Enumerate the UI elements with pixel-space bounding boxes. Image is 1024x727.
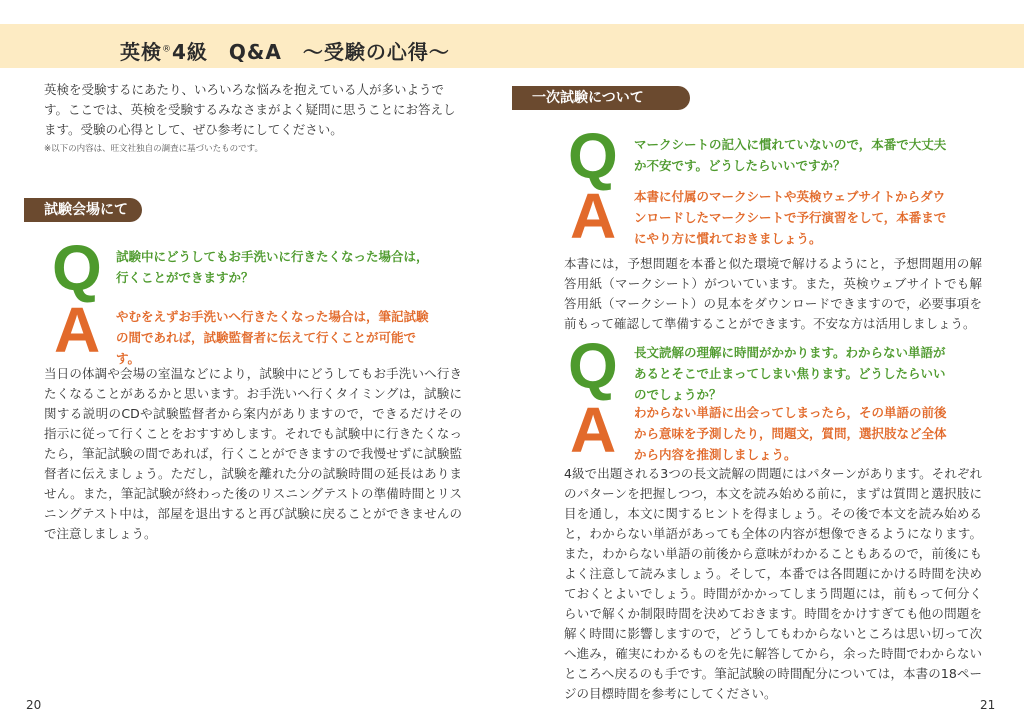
body-text: 当日の体調や会場の室温などにより，試験中にどうしてもお手洗いへ行きたくなることがあるかと思います。お手洗いへ行くタイミングは，試験に関する説明のCDや試験監督者から案内がありますので，できるだけその指示に従って行くことをおすすめします。それでも試験中に行きたくなったら，筆記試験の間であれば，行くことができますので我慢せずに試験監督者に伝えましょう。ただし，試験を離れた分の試験時間の延長はありません。また，筆記試験が終わった後のリスニングテストの準備時間とリスニングテスト中は，部屋を退出すると再び試験に戻ることができませんので注意しましょう。 <box>44 366 462 541</box>
page-number-left: 20 <box>26 698 42 712</box>
title-main: 英検 <box>120 40 162 64</box>
section-label-first-exam: 一次試験について <box>512 86 690 110</box>
registered-mark: ® <box>162 44 172 55</box>
intro-block <box>44 80 464 156</box>
q-letter-icon: Q <box>52 232 102 304</box>
page-number-right: 21 <box>980 698 996 712</box>
q-letter-icon: Q <box>568 120 618 192</box>
answer-text: やむをえずお手洗いへ行きたくなった場合は，筆記試験の間であれば，試験監督者に伝えて行くことが可能です。 <box>116 309 429 366</box>
a-letter-icon: A <box>570 394 617 466</box>
section-label-venue: 試験会場にて <box>24 198 142 222</box>
intro-note: ※以下の内容は、旺文社独自の調査に基づいたものです。 <box>44 144 263 154</box>
answer-text: 本書に付属のマークシートや英検ウェブサイトからダウンロードしたマークシートで予行演習をして，本番までにやり方に慣れておきましょう。 <box>634 189 947 246</box>
intro-text: 英検を受験するにあたり、いろいろな悩みを抱えている人が多いようです。ここでは、英検を受験するみなさまがよく疑問に思うことにお答えします。受験の心得として、ぜひ参考にしてください。 <box>44 82 456 137</box>
title-rest: 4級 Q&A ～受験の心得～ <box>172 40 450 64</box>
question-text: 試験中にどうしてもお手洗いに行きたくなった場合は，行くことができますか？ <box>116 249 429 285</box>
a-letter-icon: A <box>54 294 101 366</box>
a-letter-icon: A <box>570 180 617 252</box>
body-text: 本書には，予想問題を本番と似た環境で解けるようにと，予想問題用の解答用紙（マークシート）がついています。また，英検ウェブサイトでも解答用紙（マークシート）の見本をダウンロードできますので，必要事項を前もって確認して準備することができます。不安な方は活用しましょう。 <box>564 256 982 331</box>
q-letter-icon: Q <box>568 330 618 402</box>
answer-text: わからない単語に出会ってしまったら，その単語の前後から意味を予測したり，問題文，質問，選択肢など全体から内容を推測しましょう。 <box>634 405 947 462</box>
page-title <box>120 36 450 65</box>
question-text: マークシートの記入に慣れていないので，本番で大丈夫か不安です。どうしたらいいですか？ <box>634 137 947 173</box>
question-text: 長文読解の理解に時間がかかります。わからない単語があるとそこで止まってしまい焦ります。どうしたらいいのでしょうか？ <box>634 345 946 402</box>
body-text: 4級で出題される3つの長文読解の問題にはパターンがあります。それぞれのパターンを把握しつつ，本文を読み始める前に，まずは質問と選択肢に目を通し，本文に関するヒントを得ましょう。その後で本文を読み始めると，わからない単語があっても全体の内容が想像できるようになります。また，わからない単語の前後から意味がわかることもあるので，前後にもよく注意して読みましょう。そして，本番では各問題にかける時間を決めておくとよいでしょう。時間がかかってしまう問題には，前もって何分くらいで解くか制限時間を決めておきます。時間をかけすぎても他の問題を解く時間に影響しますので，どうしてもわからないところは思い切って次へ進み，確実にわかるものを先に解答してから，余った時間でわからないところへ戻るのも手です。筆記試験の時間配分については，本書の18ページの目標時間を参考にしてください。 <box>564 466 982 701</box>
